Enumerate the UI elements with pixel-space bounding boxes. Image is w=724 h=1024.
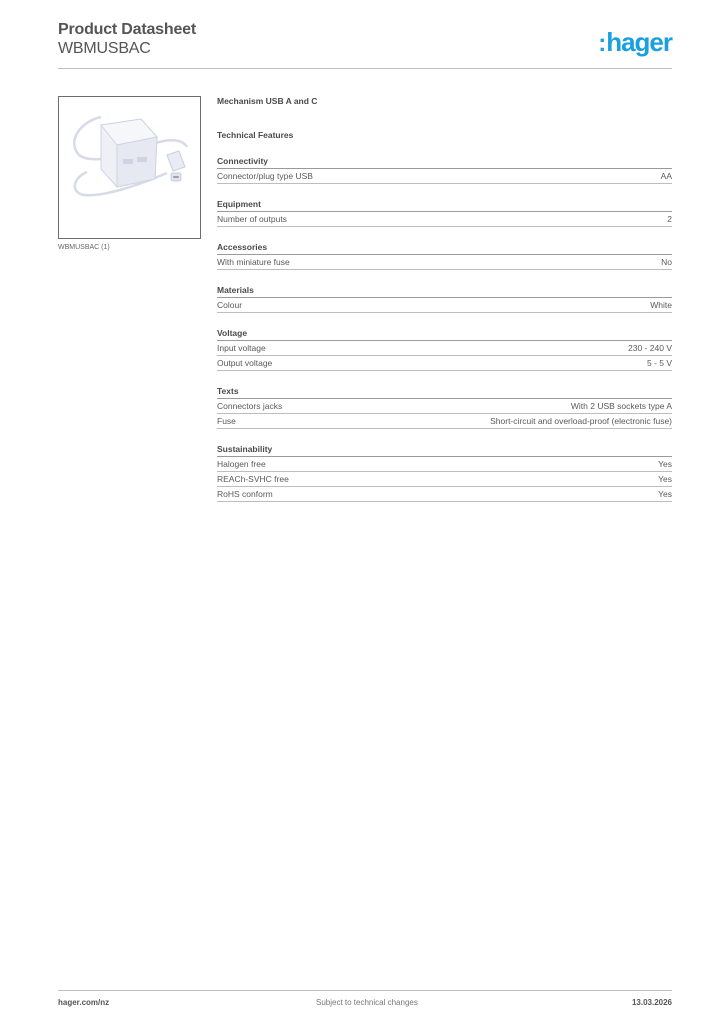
spec-value: White xyxy=(650,300,672,310)
spec-label: Connectors jacks xyxy=(217,401,283,411)
section-sustainability xyxy=(217,444,672,502)
spec-value: With 2 USB sockets type A xyxy=(570,401,672,411)
spec-row xyxy=(217,399,672,414)
spec-value: Yes xyxy=(658,489,672,499)
product-name: Mechanism USB A and C xyxy=(217,96,318,106)
spec-value: AA xyxy=(660,171,672,181)
product-code: WBMUSBAC xyxy=(58,40,151,57)
spec-label: RoHS conform xyxy=(217,489,273,499)
header-divider xyxy=(58,68,672,69)
page-title: Product Datasheet xyxy=(58,21,196,38)
footer-notice: Subject to technical changes xyxy=(316,998,418,1007)
section-heading: Voltage xyxy=(217,328,672,341)
spec-value: 230 - 240 V xyxy=(628,343,672,353)
spec-value: 5 - 5 V xyxy=(646,358,672,368)
spec-row xyxy=(217,472,672,487)
footer-divider xyxy=(58,990,672,991)
section-connectivity xyxy=(217,156,672,184)
footer-date: 13.03.2026 xyxy=(631,998,672,1007)
section-heading: Texts xyxy=(217,386,672,399)
spec-value: Yes xyxy=(658,474,672,484)
section-heading: Accessories xyxy=(217,242,672,255)
spec-label: Number of outputs xyxy=(217,214,287,224)
spec-value: Short-circuit and overload-proof (electronic fuse) xyxy=(490,416,672,426)
technical-features-heading: Technical Features xyxy=(217,130,294,140)
page-header xyxy=(58,20,672,70)
spec-value: No xyxy=(661,257,672,267)
spec-row xyxy=(217,169,672,184)
spec-row xyxy=(217,341,672,356)
section-equipment xyxy=(217,199,672,227)
section-heading: Connectivity xyxy=(217,156,672,169)
spec-label: Output voltage xyxy=(217,358,273,368)
spec-label: REACh-SVHC free xyxy=(217,474,289,484)
product-image xyxy=(58,96,201,239)
spec-label: Colour xyxy=(217,300,243,310)
footer-website-link[interactable]: hager.com/nz xyxy=(58,998,110,1007)
section-heading: Equipment xyxy=(217,199,672,212)
spec-row xyxy=(217,212,672,227)
spec-value: Yes xyxy=(658,459,672,469)
spec-row xyxy=(217,255,672,270)
spec-label: With miniature fuse xyxy=(217,257,290,267)
spec-row xyxy=(217,356,672,371)
technical-content xyxy=(217,96,672,502)
spec-label: Connector/plug type USB xyxy=(217,171,313,181)
spec-value: 2 xyxy=(667,214,672,224)
hager-logo: :hager xyxy=(598,27,672,57)
spec-row xyxy=(217,414,672,429)
section-heading: Sustainability xyxy=(217,444,672,457)
section-heading: Materials xyxy=(217,285,672,298)
section-accessories xyxy=(217,242,672,270)
spec-row xyxy=(217,298,672,313)
spec-row xyxy=(217,487,672,502)
section-materials xyxy=(217,285,672,313)
image-caption: WBMUSBAC (1) xyxy=(58,244,110,251)
spec-row xyxy=(217,457,672,472)
spec-label: Fuse xyxy=(217,416,236,426)
spec-label: Halogen free xyxy=(217,459,266,469)
section-texts xyxy=(217,386,672,429)
section-voltage xyxy=(217,328,672,371)
spec-label: Input voltage xyxy=(217,343,266,353)
